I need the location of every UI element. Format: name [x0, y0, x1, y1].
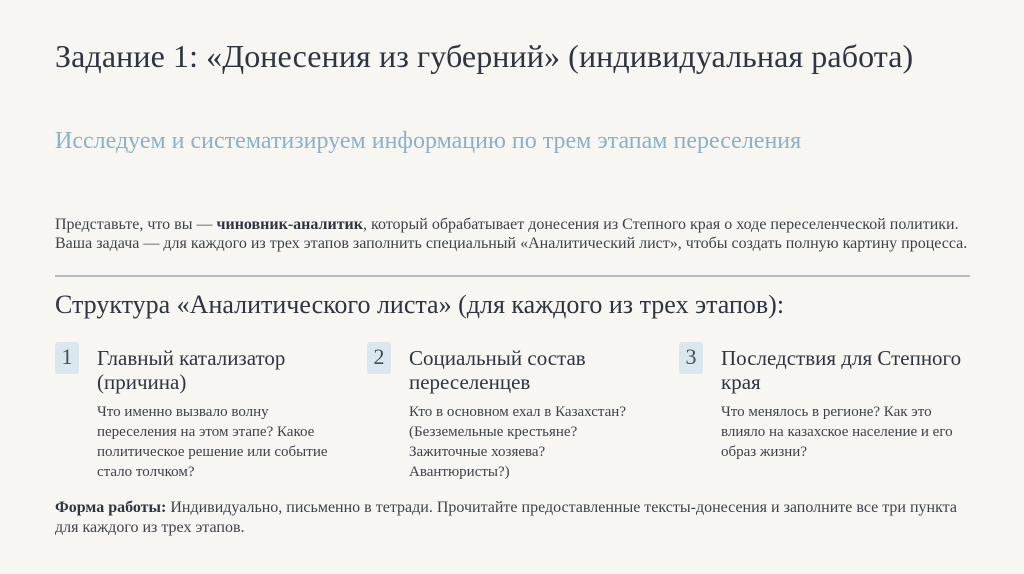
number-badge: 3	[679, 342, 703, 374]
intro-text-start: Представьте, что вы —	[55, 216, 217, 233]
number-badge: 2	[367, 342, 391, 374]
structure-item-text: Кто в основном ехал в Казахстан? (Безземельные крестьяне? Зажиточные хозяева? Авантюристы?)	[409, 404, 626, 480]
page-title: Задание 1: «Донесения из губерний» (индивидуальная работа)	[55, 38, 914, 74]
structure-item-title: Последствия для Степного края	[721, 346, 962, 394]
page-subtitle: Исследуем и систематизируем информацию по трем этапам переселения	[55, 128, 802, 154]
structure-item-title: Главный катализатор (причина)	[97, 346, 286, 394]
divider-line	[55, 275, 970, 277]
intro-role-bold: чиновник-аналитик	[216, 216, 363, 233]
number-badge: 1	[55, 342, 79, 374]
work-format-note	[55, 498, 975, 538]
structure-item-text: Что именно вызвало волну переселения на этом этапе? Какое политическое решение или событие стало толчком?	[97, 404, 328, 480]
structure-heading: Структура «Аналитического листа» (для каждого из трех этапов):	[55, 290, 785, 319]
structure-item-title: Социальный состав переселенцев	[409, 346, 586, 394]
intro-text-end: , который обрабатывает донесения из Степного края о ходе переселенческой политики. Ваша задача — для каждого из трех этапов заполнить специальный «Аналитический лист», чтобы создать полную картину процесса.	[55, 216, 968, 252]
structure-item-text: Что менялось в регионе? Как это влияло на казахское население и его образ жизни?	[721, 404, 953, 460]
work-format-label: Форма работы:	[55, 499, 167, 516]
work-format-text: Индивидуально, письменно в тетради. Прочитайте предоставленные тексты-донесения и заполните все три пункта для каждого из трех этапов.	[55, 499, 957, 536]
intro-paragraph	[55, 215, 975, 253]
